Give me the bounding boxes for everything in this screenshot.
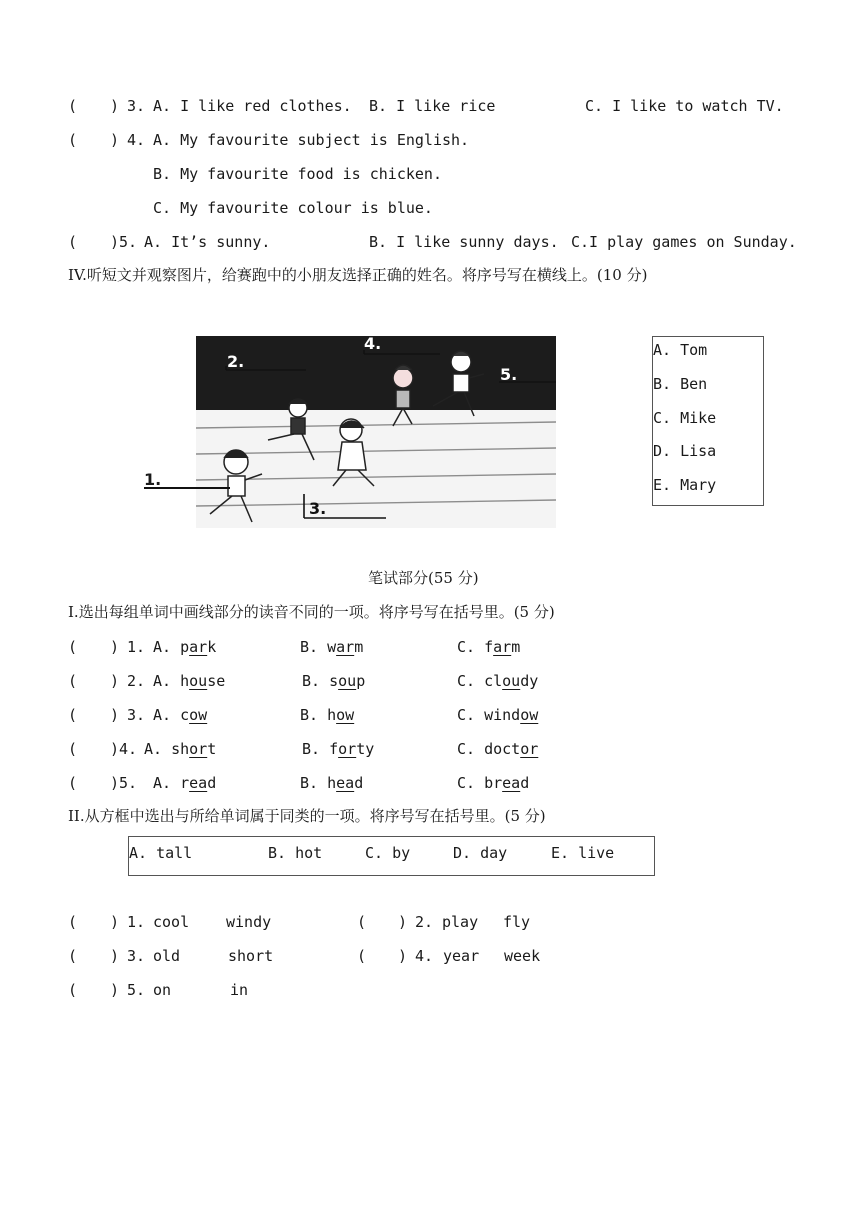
- answer-bracket-close: ): [110, 97, 120, 115]
- question-number: 1.: [127, 913, 146, 931]
- blank-label-4: 4.: [364, 336, 382, 353]
- name-option: D. Lisa: [653, 442, 717, 460]
- option-a: A. read: [153, 774, 217, 792]
- option-b: B. how: [300, 706, 355, 724]
- given-word: week: [504, 947, 541, 965]
- names-box: [652, 336, 764, 506]
- option-a: A. It’s sunny.: [144, 233, 271, 251]
- question-number: 4.: [127, 131, 146, 149]
- answer-bracket-close: ): [398, 913, 408, 931]
- given-word: fly: [503, 913, 531, 931]
- answer-bracket-close: ): [110, 638, 120, 656]
- answer-bracket-open[interactable]: (: [68, 672, 78, 690]
- option-c: C. bread: [457, 774, 530, 792]
- option-a: A. park: [153, 638, 217, 656]
- answer-bracket-open[interactable]: (: [357, 947, 367, 965]
- given-word: windy: [226, 913, 272, 931]
- word-option: D. day: [453, 844, 508, 862]
- part1-title: I.选出每组单词中画线部分的读音不同的一项。将序号写在括号里。(5 分): [68, 603, 555, 621]
- option-c: C. cloudy: [457, 672, 539, 690]
- given-word: cool: [153, 913, 190, 931]
- answer-bracket-open[interactable]: (: [68, 97, 78, 115]
- answer-bracket-close: ): [110, 947, 120, 965]
- word-option: B. hot: [268, 844, 323, 862]
- option-c: C. window: [457, 706, 539, 724]
- option-a: A. short: [144, 740, 217, 758]
- option-c: C.I play games on Sunday.: [571, 233, 797, 251]
- question-number: 3.: [127, 97, 146, 115]
- option-c: C. doctor: [457, 740, 539, 758]
- options-box: [128, 836, 655, 876]
- blank-label-2: 2.: [227, 352, 245, 371]
- option-c: C. farm: [457, 638, 521, 656]
- option-a: A. My favourite subject is English.: [153, 131, 470, 149]
- answer-bracket-close: ): [110, 706, 120, 724]
- answer-bracket-open[interactable]: (: [68, 706, 78, 724]
- name-option: B. Ben: [653, 375, 708, 393]
- answer-bracket-close: ): [110, 672, 120, 690]
- given-word: short: [228, 947, 274, 965]
- option-b: B. head: [300, 774, 364, 792]
- given-word: on: [153, 981, 172, 999]
- blank-label-3: 3.: [309, 499, 327, 518]
- answer-bracket-close: )4.: [110, 740, 138, 758]
- section-title: IV.听短文并观察图片，给赛跑中的小朋友选择正确的姓名。将序号写在横线上。(10 分): [68, 266, 648, 284]
- name-option: E. Mary: [653, 476, 717, 494]
- option-b: B. I like rice: [369, 97, 496, 115]
- option-a: A. house: [153, 672, 226, 690]
- answer-bracket-close: )5.: [110, 774, 138, 792]
- option-c: C. I like to watch TV.: [585, 97, 784, 115]
- answer-bracket-open[interactable]: (: [357, 913, 367, 931]
- word-option: C. by: [365, 844, 411, 862]
- answer-bracket-open[interactable]: (: [68, 947, 78, 965]
- answer-bracket-close: ): [110, 131, 120, 149]
- word-option: E. live: [551, 844, 615, 862]
- answer-bracket-open[interactable]: (: [68, 233, 78, 251]
- answer-bracket-open[interactable]: (: [68, 740, 78, 758]
- answer-bracket-open[interactable]: (: [68, 131, 78, 149]
- answer-bracket-open[interactable]: (: [68, 913, 78, 931]
- option-c: C. My favourite colour is blue.: [153, 199, 433, 217]
- question-number: 2.: [415, 913, 434, 931]
- race-picture: [196, 336, 556, 528]
- question-number: 1.: [127, 638, 146, 656]
- answer-bracket-close: )5.: [110, 233, 138, 251]
- answer-bracket-close: ): [398, 947, 408, 965]
- question-number: 4.: [415, 947, 434, 965]
- option-b: B. warm: [300, 638, 364, 656]
- option-b: B. I like sunny days.: [369, 233, 559, 251]
- answer-bracket-close: ): [110, 913, 120, 931]
- option-a: A. I like red clothes.: [153, 97, 352, 115]
- answer-bracket-open[interactable]: (: [68, 638, 78, 656]
- question-number: 5.: [127, 981, 146, 999]
- blank-label-5: 5.: [500, 365, 518, 384]
- given-word: in: [230, 981, 249, 999]
- option-a: A. cow: [153, 706, 208, 724]
- word-option: A. tall: [129, 844, 193, 862]
- blank-label-1: 1.: [144, 470, 162, 489]
- name-option: A. Tom: [653, 341, 708, 359]
- given-word: year: [443, 947, 480, 965]
- name-option: C. Mike: [653, 409, 717, 427]
- option-b: B. My favourite food is chicken.: [153, 165, 442, 183]
- answer-bracket-open[interactable]: (: [68, 774, 78, 792]
- question-number: 2.: [127, 672, 146, 690]
- question-number: 3.: [127, 706, 146, 724]
- answer-bracket-open[interactable]: (: [68, 981, 78, 999]
- option-b: B. soup: [302, 672, 366, 690]
- given-word: old: [153, 947, 181, 965]
- part2-title: II.从方框中选出与所给单词属于同类的一项。将序号写在括号里。(5 分): [68, 807, 546, 825]
- option-b: B. forty: [302, 740, 375, 758]
- answer-bracket-close: ): [110, 981, 120, 999]
- blank-line-1[interactable]: [144, 487, 230, 489]
- written-part-title: 笔试部分(55 分): [368, 569, 479, 587]
- given-word: play: [442, 913, 479, 931]
- question-number: 3.: [127, 947, 146, 965]
